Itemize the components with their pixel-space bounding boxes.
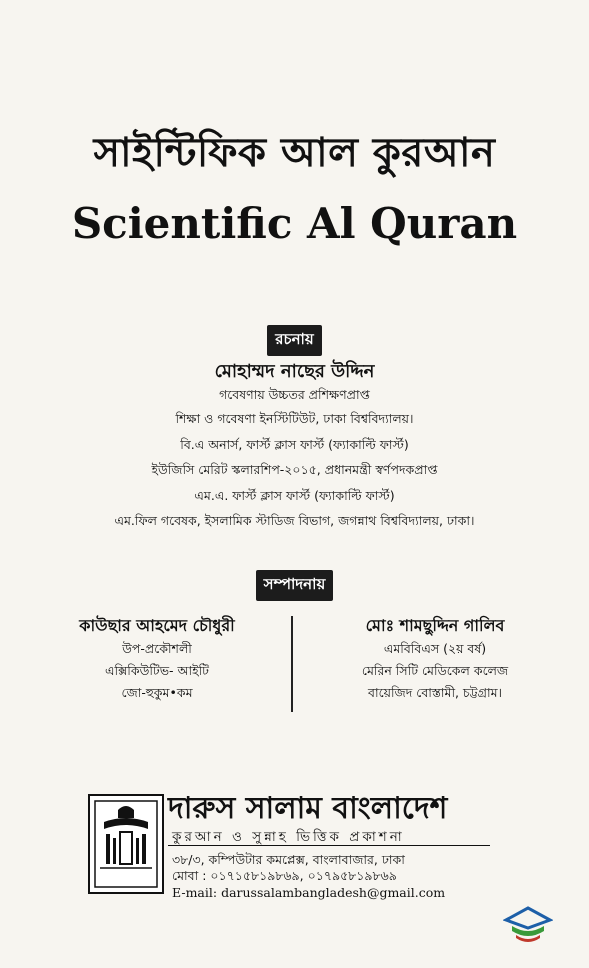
author-credential: ইউজিসি মেরিট স্কলারশিপ-২০১৫, প্রধানমন্ত্রী স্বর্ণপদকপ্রাপ্ত <box>151 462 438 477</box>
editor-left-name: কাউছার আহমেদ চৌধুরী <box>79 616 235 635</box>
editor-label: সম্পাদনায় <box>256 570 334 601</box>
publisher-email: E-mail: darussalambangladesh@gmail.com <box>172 885 446 900</box>
editor-right-name: মোঃ শামছুদ্দিন গালিব <box>365 616 505 635</box>
publisher-phone: মোবা : ০১৭১৫৮১৯৮৬৯, ০১৭৯৫৮১৯৮৬৯ <box>172 868 397 883</box>
author-credential: এম.এ. ফার্স্ট ক্লাস ফার্স্ট (ফ্যাকাল্টি ফার্স্ট) <box>194 488 395 503</box>
author-credential: এম.ফিল গবেষক, ইসলামিক স্টাডিজ বিভাগ, জগন্নাথ বিশ্ববিদ্যালয়, ঢাকা। <box>114 513 475 528</box>
publisher-name: দারুস সালাম বাংলাদেশ <box>168 791 448 826</box>
editor-right-role: এমবিবিএস (২য় বর্ষ) <box>383 641 487 656</box>
corner-logo-icon <box>503 906 553 946</box>
author-label: রচনায় <box>267 325 322 356</box>
author-credential: বি.এ অনার্স, ফার্স্ট ক্লাস ফার্স্ট (ফ্যাকাল্টি ফার্স্ট) <box>180 437 409 452</box>
publisher-tagline: কুরআন ও সুন্নাহ ভিত্তিক প্রকাশনা <box>172 829 405 845</box>
author-credential: শিক্ষা ও গবেষণা ইনস্টিটিউট, ঢাকা বিশ্ববিদ্যালয়। <box>175 411 414 426</box>
publisher-logo <box>88 794 164 894</box>
author-label-wrap <box>0 325 589 356</box>
publisher-rule <box>168 845 490 846</box>
book-title-bengali: সাইন্টিফিক আল কুরআন <box>93 130 496 176</box>
editor-right-role: মেরিন সিটি মেডিকেল কলেজ <box>361 663 509 678</box>
editor-left-role: উপ-প্রকৌশলী <box>122 641 192 656</box>
editor-right <box>300 614 570 704</box>
author-name: মোহাম্মদ নাছের উদ্দিন <box>214 361 375 382</box>
publisher-address: ৩৮/৩, কম্পিউটার কমপ্লেক্স, বাংলাবাজার, ঢাকা <box>172 852 405 867</box>
editor-label-wrap <box>0 570 589 601</box>
editor-left-role: এক্সিকিউটিভ- আইটি <box>105 663 209 678</box>
editor-left <box>22 614 292 704</box>
editor-left-role: জো-হুকুম•কম <box>121 685 193 700</box>
editor-divider <box>291 616 293 712</box>
author-credential: গবেষণায় উচ্চতর প্রশিক্ষণপ্রাপ্ত <box>219 387 370 402</box>
publisher-logo-mark <box>90 796 162 892</box>
editor-right-role: বায়েজিদ বোস্তামী, চট্টগ্রাম। <box>367 685 503 700</box>
book-title-english: Scientific Al Quran <box>71 199 518 248</box>
